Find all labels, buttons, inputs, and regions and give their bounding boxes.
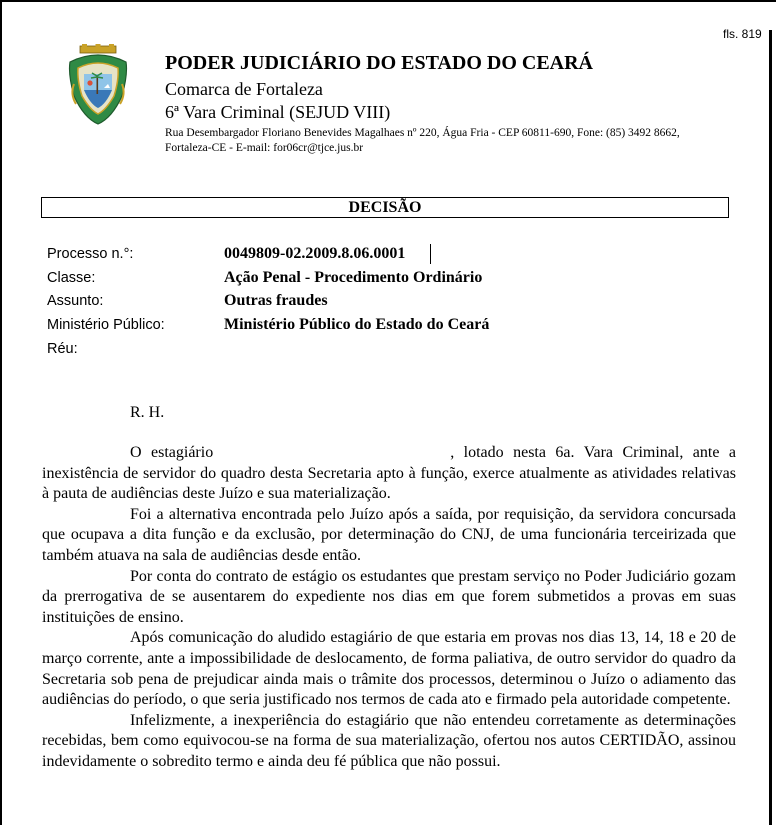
case-label-ministerio: Ministério Público: bbox=[47, 317, 165, 333]
document-type: DECISÃO bbox=[348, 199, 422, 216]
paragraph-5: Infelizmente, a inexperiência do estagiário que não entendeu corretamente as determinações recebidas, bem como equivocou-se na forma de sua materialização, ofertou nos autos CERTIDÃO, assinou indevidamente o sobredito termo e ainda deu fé pública que não possui. bbox=[42, 711, 736, 770]
salutation: R. H. bbox=[130, 404, 165, 421]
case-value-processo: 0049809-02.2009.8.06.0001 bbox=[224, 245, 406, 262]
paragraph-2: Foi a alternativa encontrada pelo Juízo após a saída, por requisição, da servidora concursada que ocupava a dita função e da exclusão, por determinação do CNJ, de uma funcionária terceirizada que também atuava na sala de audiências desde então. bbox=[42, 505, 736, 564]
ceara-coat-of-arms-icon bbox=[66, 44, 130, 126]
decision-body bbox=[42, 443, 736, 773]
court-name: PODER JUDICIÁRIO DO ESTADO DO CEARÁ bbox=[165, 52, 593, 74]
text-cursor bbox=[430, 244, 431, 264]
document-type-box bbox=[41, 197, 729, 218]
case-value-classe: Ação Penal - Procedimento Ordinário bbox=[224, 269, 483, 286]
case-value-ministerio: Ministério Público do Estado do Ceará bbox=[224, 316, 490, 333]
address-line-1: Rua Desembargador Floriano Benevides Magalhaes nº 220, Água Fria - CEP 60811-690, Fone: (85) 3492 8662, bbox=[165, 127, 680, 139]
address-line-2: Fortaleza-CE - E-mail: for06cr@tjce.jus.br bbox=[165, 142, 364, 154]
paragraph-3: Por conta do contrato de estágio os estudantes que prestam serviço no Poder Judiciário gozam da prerrogativa de se ausentarem do expediente nos dias em que forem submetidos a provas em suas instituições de ensino. bbox=[42, 567, 736, 626]
case-label-assunto: Assunto: bbox=[47, 293, 104, 309]
case-label-reu: Réu: bbox=[47, 341, 78, 357]
paragraph-4: Após comunicação do aludido estagiário de que estaria em provas nos dias 13, 14, 18 e 20 de março corrente, ante a impossibilidade de deslocamento, de forma paliativa, de outro servidor do quadro da Secretaria sob pena de prejudicar ainda mais o trâmite dos processos, determinou o Juízo o adiamento das audiências do período, o que seria justificado nos termos de cada ato e firmado pela autoridade competente. bbox=[42, 629, 736, 709]
vara: 6ª Vara Criminal (SEJUD VIII) bbox=[165, 102, 391, 122]
comarca: Comarca de Fortaleza bbox=[165, 79, 323, 99]
page-number: fls. 819 bbox=[723, 27, 762, 41]
page-frame-right bbox=[769, 30, 772, 825]
page-frame-left bbox=[0, 0, 2, 825]
case-label-processo: Processo n.°: bbox=[47, 246, 134, 262]
paragraph-1: O estagiário , lotado nesta 6a. Vara Criminal, ante a inexistência de servidor do quadro desta Secretaria apto à função, exerce atualmente as atividades relativas à pauta de audiências deste Juízo e sua materialização. bbox=[42, 444, 736, 503]
case-label-classe: Classe: bbox=[47, 270, 96, 286]
page-frame-top bbox=[0, 0, 776, 2]
case-value-assunto: Outras fraudes bbox=[224, 292, 328, 309]
